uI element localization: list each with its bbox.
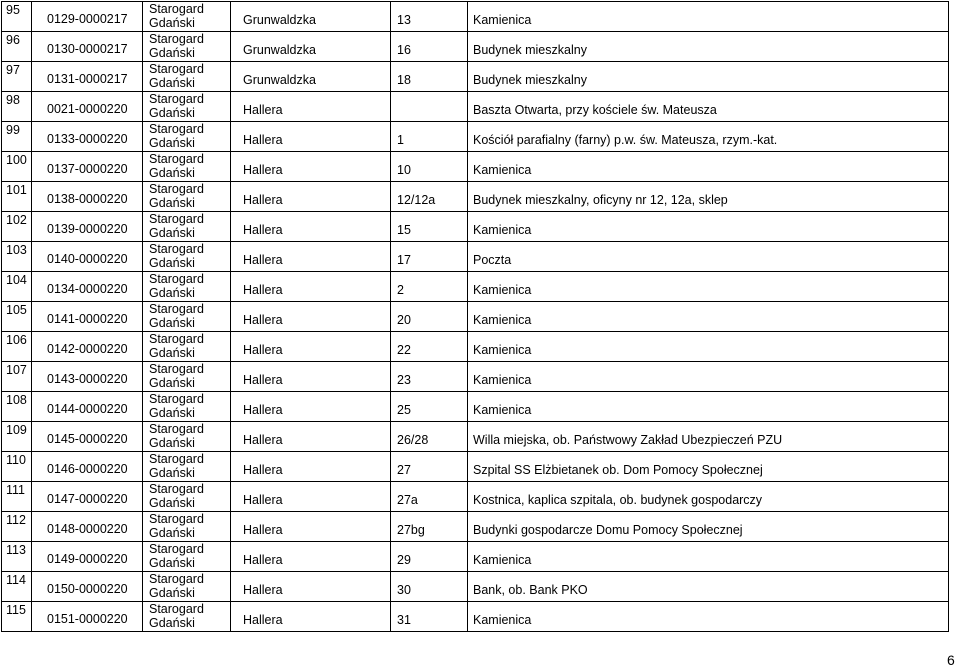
description: Kamienica [473, 373, 532, 387]
description-cell [468, 482, 949, 512]
description: Kamienica [473, 313, 532, 327]
description: Kamienica [473, 553, 532, 567]
street-name: Hallera [243, 493, 283, 507]
description: Budynki gospodarcze Domu Pomocy Społecznej [473, 523, 743, 537]
register-id: 0144-0000220 [47, 402, 128, 416]
city-line-1: Starogard [149, 482, 204, 496]
city-line-2: Gdański [149, 166, 195, 180]
house-number-cell [391, 62, 468, 92]
city-line-1: Starogard [149, 452, 204, 466]
street-cell [231, 152, 391, 182]
house-number: 20 [397, 313, 411, 327]
register-id-cell [32, 542, 143, 572]
table-row [2, 182, 949, 212]
register-id: 0148-0000220 [47, 522, 128, 536]
row-number-cell: 98 [2, 92, 32, 122]
description-cell [468, 362, 949, 392]
table-row [2, 602, 949, 632]
description: Baszta Otwarta, przy kościele św. Mateusza [473, 103, 717, 117]
city-line-2: Gdański [149, 376, 195, 390]
register-id-cell [32, 242, 143, 272]
house-number: 18 [397, 73, 411, 87]
row-number-cell: 96 [2, 32, 32, 62]
row-number-cell: 108 [2, 392, 32, 422]
house-number-cell [391, 452, 468, 482]
house-number: 31 [397, 613, 411, 627]
street-name: Hallera [243, 313, 283, 327]
register-id: 0143-0000220 [47, 372, 128, 386]
table-row [2, 2, 949, 32]
city-line-2: Gdański [149, 616, 195, 630]
description: Budynek mieszkalny [473, 43, 587, 57]
table-row [2, 512, 949, 542]
city-line-2: Gdański [149, 256, 195, 270]
row-number-cell: 95 [2, 2, 32, 32]
register-id-cell [32, 272, 143, 302]
row-number-cell: 103 [2, 242, 32, 272]
street-cell [231, 392, 391, 422]
row-number-cell: 112 [2, 512, 32, 542]
table-row [2, 482, 949, 512]
register-id: 0147-0000220 [47, 492, 128, 506]
row-number-cell: 111 [2, 482, 32, 512]
city-line-1: Starogard [149, 542, 204, 556]
register-id: 0137-0000220 [47, 162, 128, 176]
street-cell [231, 272, 391, 302]
register-id: 0021-0000220 [47, 102, 128, 116]
register-id-cell [32, 422, 143, 452]
house-number-cell [391, 212, 468, 242]
street-cell [231, 32, 391, 62]
description-cell [468, 92, 949, 122]
register-id-cell [32, 182, 143, 212]
house-number-cell [391, 272, 468, 302]
city-cell [143, 332, 231, 362]
register-id: 0130-0000217 [47, 42, 128, 56]
city-line-1: Starogard [149, 272, 204, 286]
description: Kostnica, kaplica szpitala, ob. budynek gospodarczy [473, 493, 763, 507]
city-line-2: Gdański [149, 496, 195, 510]
street-cell [231, 332, 391, 362]
city-cell [143, 512, 231, 542]
house-number-cell [391, 362, 468, 392]
register-id-cell [32, 452, 143, 482]
city-line-1: Starogard [149, 2, 204, 16]
city-cell [143, 362, 231, 392]
street-cell [231, 2, 391, 32]
description: Kamienica [473, 283, 532, 297]
city-cell [143, 392, 231, 422]
table-row [2, 362, 949, 392]
city-cell [143, 92, 231, 122]
street-cell [231, 242, 391, 272]
description-cell [468, 242, 949, 272]
street-name: Hallera [243, 373, 283, 387]
table-row [2, 272, 949, 302]
register-id-cell [32, 152, 143, 182]
table-row [2, 302, 949, 332]
city-cell [143, 242, 231, 272]
register-id-cell [32, 512, 143, 542]
register-id-cell [32, 2, 143, 32]
house-number-cell [391, 482, 468, 512]
register-id-cell [32, 302, 143, 332]
street-name: Hallera [243, 283, 283, 297]
city-line-2: Gdański [149, 226, 195, 240]
city-line-1: Starogard [149, 122, 204, 136]
street-cell [231, 452, 391, 482]
street-name: Hallera [243, 253, 283, 267]
register-id: 0142-0000220 [47, 342, 128, 356]
row-number-cell: 105 [2, 302, 32, 332]
description-cell [468, 182, 949, 212]
row-number-cell: 115 [2, 602, 32, 632]
house-number: 26/28 [397, 433, 429, 447]
description: Kamienica [473, 343, 532, 357]
city-line-2: Gdański [149, 46, 195, 60]
description: Bank, ob. Bank PKO [473, 583, 588, 597]
house-number: 15 [397, 223, 411, 237]
city-line-1: Starogard [149, 242, 204, 256]
description: Kamienica [473, 403, 532, 417]
city-cell [143, 572, 231, 602]
city-line-1: Starogard [149, 512, 204, 526]
house-number: 1 [397, 133, 404, 147]
street-name: Grunwaldzka [243, 13, 316, 27]
house-number-cell [391, 602, 468, 632]
house-number: 27bg [397, 523, 425, 537]
city-line-1: Starogard [149, 212, 204, 226]
house-number: 12/12a [397, 193, 436, 207]
street-name: Hallera [243, 343, 283, 357]
city-line-1: Starogard [149, 362, 204, 376]
city-line-1: Starogard [149, 32, 204, 46]
street-cell [231, 122, 391, 152]
house-number: 17 [397, 253, 411, 267]
description: Kamienica [473, 223, 532, 237]
register-id: 0140-0000220 [47, 252, 128, 266]
table-row [2, 332, 949, 362]
house-number-cell [391, 152, 468, 182]
register-id: 0129-0000217 [47, 12, 128, 26]
description: Kościół parafialny (farny) p.w. św. Mateusza, rzym.-kat. [473, 133, 778, 147]
street-name: Hallera [243, 163, 283, 177]
description: Kamienica [473, 13, 532, 27]
description-cell [468, 542, 949, 572]
description-cell [468, 152, 949, 182]
street-name: Hallera [243, 433, 283, 447]
street-cell [231, 62, 391, 92]
description-cell [468, 32, 949, 62]
description: Kamienica [473, 163, 532, 177]
city-line-2: Gdański [149, 286, 195, 300]
street-name: Hallera [243, 583, 283, 597]
register-id: 0151-0000220 [47, 612, 128, 626]
house-number-cell [391, 332, 468, 362]
street-cell [231, 602, 391, 632]
page-number: 6 [947, 652, 955, 668]
street-name: Hallera [243, 193, 283, 207]
house-number-cell [391, 2, 468, 32]
street-name: Hallera [243, 403, 283, 417]
street-name: Hallera [243, 103, 283, 117]
row-number-cell: 113 [2, 542, 32, 572]
table-row [2, 212, 949, 242]
city-cell [143, 212, 231, 242]
house-number-cell [391, 122, 468, 152]
description-cell [468, 422, 949, 452]
table-row [2, 62, 949, 92]
house-number-cell [391, 512, 468, 542]
house-number-cell [391, 542, 468, 572]
house-number: 25 [397, 403, 411, 417]
street-cell [231, 572, 391, 602]
city-line-2: Gdański [149, 16, 195, 30]
street-name: Grunwaldzka [243, 73, 316, 87]
description: Szpital SS Elżbietanek ob. Dom Pomocy Społecznej [473, 463, 763, 477]
city-cell [143, 602, 231, 632]
register-id: 0141-0000220 [47, 312, 128, 326]
city-line-1: Starogard [149, 302, 204, 316]
street-cell [231, 362, 391, 392]
house-number: 13 [397, 13, 411, 27]
street-name: Hallera [243, 463, 283, 477]
city-line-1: Starogard [149, 392, 204, 406]
table-row [2, 572, 949, 602]
house-number-cell [391, 422, 468, 452]
city-line-2: Gdański [149, 526, 195, 540]
house-number-cell [391, 92, 468, 122]
register-id: 0145-0000220 [47, 432, 128, 446]
description-cell [468, 452, 949, 482]
table-row [2, 422, 949, 452]
description-cell [468, 212, 949, 242]
row-number-cell: 101 [2, 182, 32, 212]
city-line-1: Starogard [149, 332, 204, 346]
city-line-2: Gdański [149, 316, 195, 330]
street-cell [231, 182, 391, 212]
street-cell [231, 542, 391, 572]
description: Budynek mieszkalny, oficyny nr 12, 12a, sklep [473, 193, 728, 207]
register-id: 0146-0000220 [47, 462, 128, 476]
register-id-cell [32, 392, 143, 422]
table-row [2, 32, 949, 62]
register-id-cell [32, 332, 143, 362]
description-cell [468, 62, 949, 92]
register-id-cell [32, 32, 143, 62]
city-cell [143, 302, 231, 332]
monument-register-table [1, 1, 949, 632]
house-number: 30 [397, 583, 411, 597]
description-cell [468, 392, 949, 422]
row-number-cell: 107 [2, 362, 32, 392]
house-number: 29 [397, 553, 411, 567]
city-line-2: Gdański [149, 436, 195, 450]
city-line-2: Gdański [149, 136, 195, 150]
city-line-1: Starogard [149, 62, 204, 76]
row-number-cell: 99 [2, 122, 32, 152]
street-name: Hallera [243, 523, 283, 537]
table-row [2, 452, 949, 482]
house-number-cell [391, 242, 468, 272]
description-cell [468, 122, 949, 152]
description-cell [468, 272, 949, 302]
table-body [2, 2, 949, 632]
house-number-cell [391, 32, 468, 62]
city-cell [143, 62, 231, 92]
table-row [2, 92, 949, 122]
city-line-2: Gdański [149, 76, 195, 90]
house-number-cell [391, 572, 468, 602]
register-id-cell [32, 212, 143, 242]
street-cell [231, 92, 391, 122]
house-number-cell [391, 392, 468, 422]
city-cell [143, 542, 231, 572]
street-cell [231, 482, 391, 512]
house-number: 2 [397, 283, 404, 297]
city-line-2: Gdański [149, 346, 195, 360]
row-number-cell: 114 [2, 572, 32, 602]
house-number: 27 [397, 463, 411, 477]
street-name: Hallera [243, 133, 283, 147]
city-line-1: Starogard [149, 602, 204, 616]
house-number [391, 92, 467, 103]
city-line-1: Starogard [149, 572, 204, 586]
street-name: Grunwaldzka [243, 43, 316, 57]
city-cell [143, 32, 231, 62]
description: Budynek mieszkalny [473, 73, 587, 87]
city-cell [143, 2, 231, 32]
table-row [2, 542, 949, 572]
register-id: 0149-0000220 [47, 552, 128, 566]
description-cell [468, 572, 949, 602]
description-cell [468, 512, 949, 542]
street-cell [231, 302, 391, 332]
house-number: 16 [397, 43, 411, 57]
city-cell [143, 482, 231, 512]
row-number-cell: 104 [2, 272, 32, 302]
register-id: 0150-0000220 [47, 582, 128, 596]
city-line-2: Gdański [149, 406, 195, 420]
house-number: 27a [397, 493, 418, 507]
register-id-cell [32, 602, 143, 632]
description-cell [468, 602, 949, 632]
house-number: 10 [397, 163, 411, 177]
street-cell [231, 422, 391, 452]
city-cell [143, 152, 231, 182]
city-line-1: Starogard [149, 152, 204, 166]
city-line-1: Starogard [149, 92, 204, 106]
register-id: 0138-0000220 [47, 192, 128, 206]
description: Kamienica [473, 613, 532, 627]
street-name: Hallera [243, 553, 283, 567]
register-id: 0131-0000217 [47, 72, 128, 86]
city-line-2: Gdański [149, 196, 195, 210]
city-cell [143, 452, 231, 482]
register-id-cell [32, 572, 143, 602]
register-id-cell [32, 122, 143, 152]
table-row [2, 122, 949, 152]
city-line-2: Gdański [149, 586, 195, 600]
city-cell [143, 122, 231, 152]
register-id-cell [32, 62, 143, 92]
street-name: Hallera [243, 613, 283, 627]
register-id-cell [32, 92, 143, 122]
house-number: 23 [397, 373, 411, 387]
row-number-cell: 110 [2, 452, 32, 482]
description: Willa miejska, ob. Państwowy Zakład Ubezpieczeń PZU [473, 433, 783, 447]
register-id: 0139-0000220 [47, 222, 128, 236]
street-cell [231, 512, 391, 542]
register-id: 0133-0000220 [47, 132, 128, 146]
house-number-cell [391, 302, 468, 332]
description: Poczta [473, 253, 512, 267]
street-cell [231, 212, 391, 242]
city-line-1: Starogard [149, 182, 204, 196]
row-number-cell: 102 [2, 212, 32, 242]
city-line-1: Starogard [149, 422, 204, 436]
register-id: 0134-0000220 [47, 282, 128, 296]
city-cell [143, 182, 231, 212]
table-row [2, 152, 949, 182]
city-cell [143, 422, 231, 452]
city-cell [143, 272, 231, 302]
city-line-2: Gdański [149, 106, 195, 120]
description-cell [468, 2, 949, 32]
description-cell [468, 332, 949, 362]
row-number-cell: 106 [2, 332, 32, 362]
row-number-cell: 100 [2, 152, 32, 182]
table-row [2, 392, 949, 422]
city-line-2: Gdański [149, 556, 195, 570]
house-number: 22 [397, 343, 411, 357]
city-line-2: Gdański [149, 466, 195, 480]
street-name: Hallera [243, 223, 283, 237]
register-id-cell [32, 482, 143, 512]
description-cell [468, 302, 949, 332]
row-number-cell: 97 [2, 62, 32, 92]
table-row [2, 242, 949, 272]
house-number-cell [391, 182, 468, 212]
row-number-cell: 109 [2, 422, 32, 452]
register-id-cell [32, 362, 143, 392]
